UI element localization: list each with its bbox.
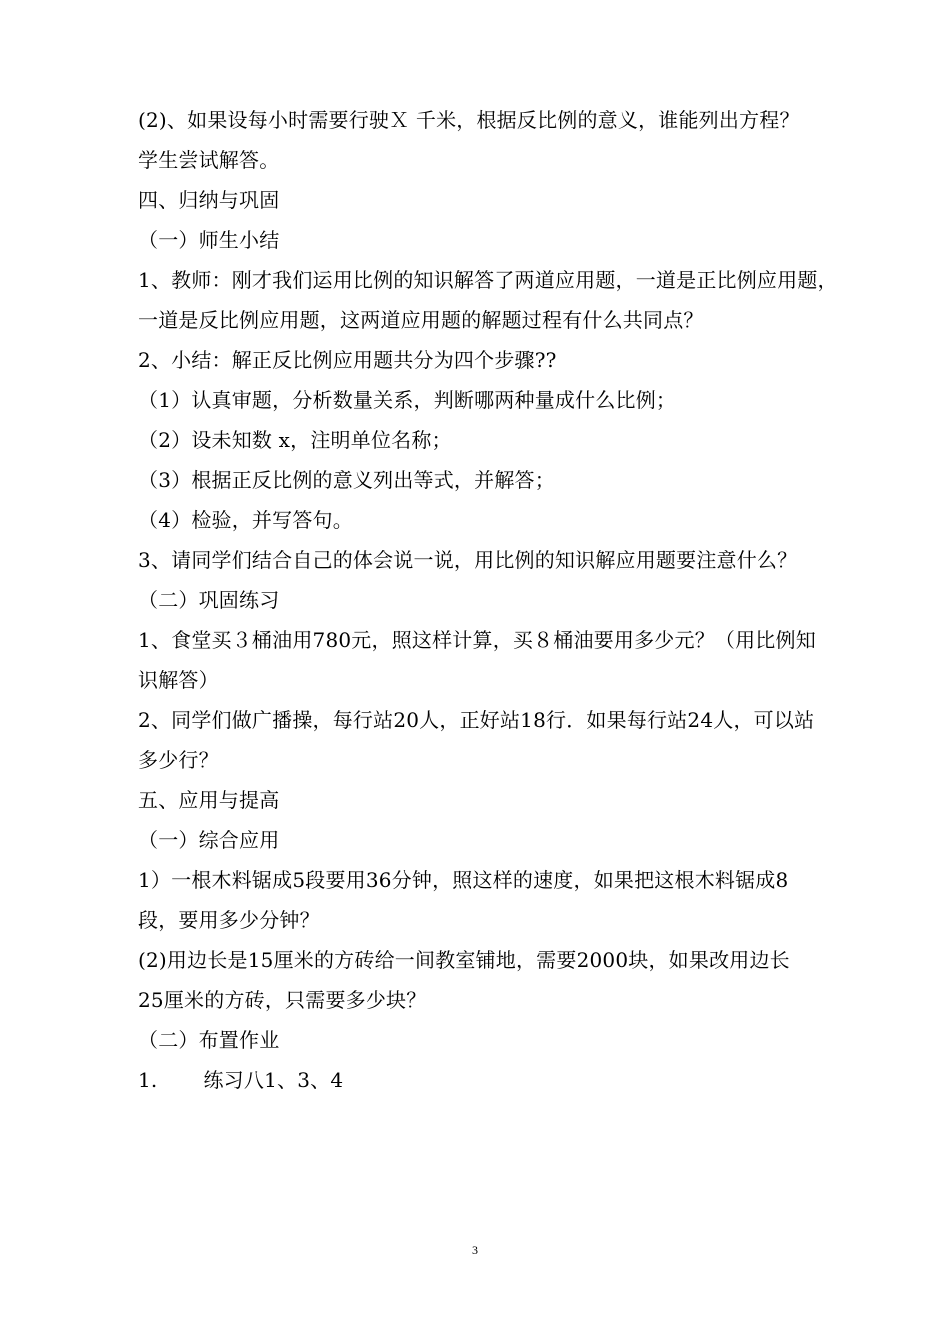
paragraph-line: 多少行？ [138,748,219,772]
paragraph-line: 一道是反比例应用题，这两道应用题的解题过程有什么共同点？ [138,308,704,332]
paragraph-line: 2、小结：解正反比例应用题共分为四个步骤?? [138,348,557,372]
paragraph-line: (2)、如果设每小时需要行驶Ｘ 千米，根据反比例的意义，谁能列出方程？ [138,108,800,132]
paragraph-line: 1）一根木料锯成5段要用36分钟，照这样的速度，如果把这根木料锯成8 [138,868,789,892]
list-item: （2）设未知数 x，注明单位名称； [138,428,452,452]
paragraph-line: (2)用边长是15厘米的方砖给一间教室铺地，需要2000块，如果改用边长 [138,948,790,972]
subsection-heading: （二）巩固练习 [138,588,280,612]
paragraph-line: 25厘米的方砖，只需要多少块？ [138,988,427,1012]
homework-item-number: 1. [138,1068,158,1092]
paragraph-line: 2、同学们做广播操，每行站20人，正好站18行．如果每行站24人，可以站 [138,708,815,732]
subsection-heading: （二）布置作业 [138,1028,280,1052]
paragraph-line: 1、教师：刚才我们运用比例的知识解答了两道应用题，一道是正比例应用题， [138,268,838,292]
paragraph-line: 3、请同学们结合自己的体会说一说，用比例的知识解应用题要注意什么？ [138,548,798,572]
page-number: 3 [472,1243,478,1257]
paragraph-line: 学生尝试解答。 [138,148,280,172]
subsection-heading: （一）综合应用 [138,828,280,852]
list-item: （1）认真审题，分析数量关系，判断哪两种量成什么比例； [138,388,677,412]
document-body [138,100,868,1100]
list-item: （3）根据正反比例的意义列出等式，并解答； [138,468,555,492]
subsection-heading: （一）师生小结 [138,228,280,252]
section-heading: 五、应用与提高 [138,788,280,812]
homework-item-text: 练习八1、3、4 [203,1068,344,1092]
section-heading: 四、归纳与巩固 [138,188,280,212]
paragraph-line: 1、食堂买３桶油用780元，照这样计算，买８桶油要用多少元？（用比例知 [138,628,816,652]
list-item: （4）检验，并写答句。 [138,508,353,532]
paragraph-line: 识解答） [138,668,219,692]
homework-item [138,1060,868,1100]
paragraph-line: 段，要用多少分钟？ [138,908,320,932]
